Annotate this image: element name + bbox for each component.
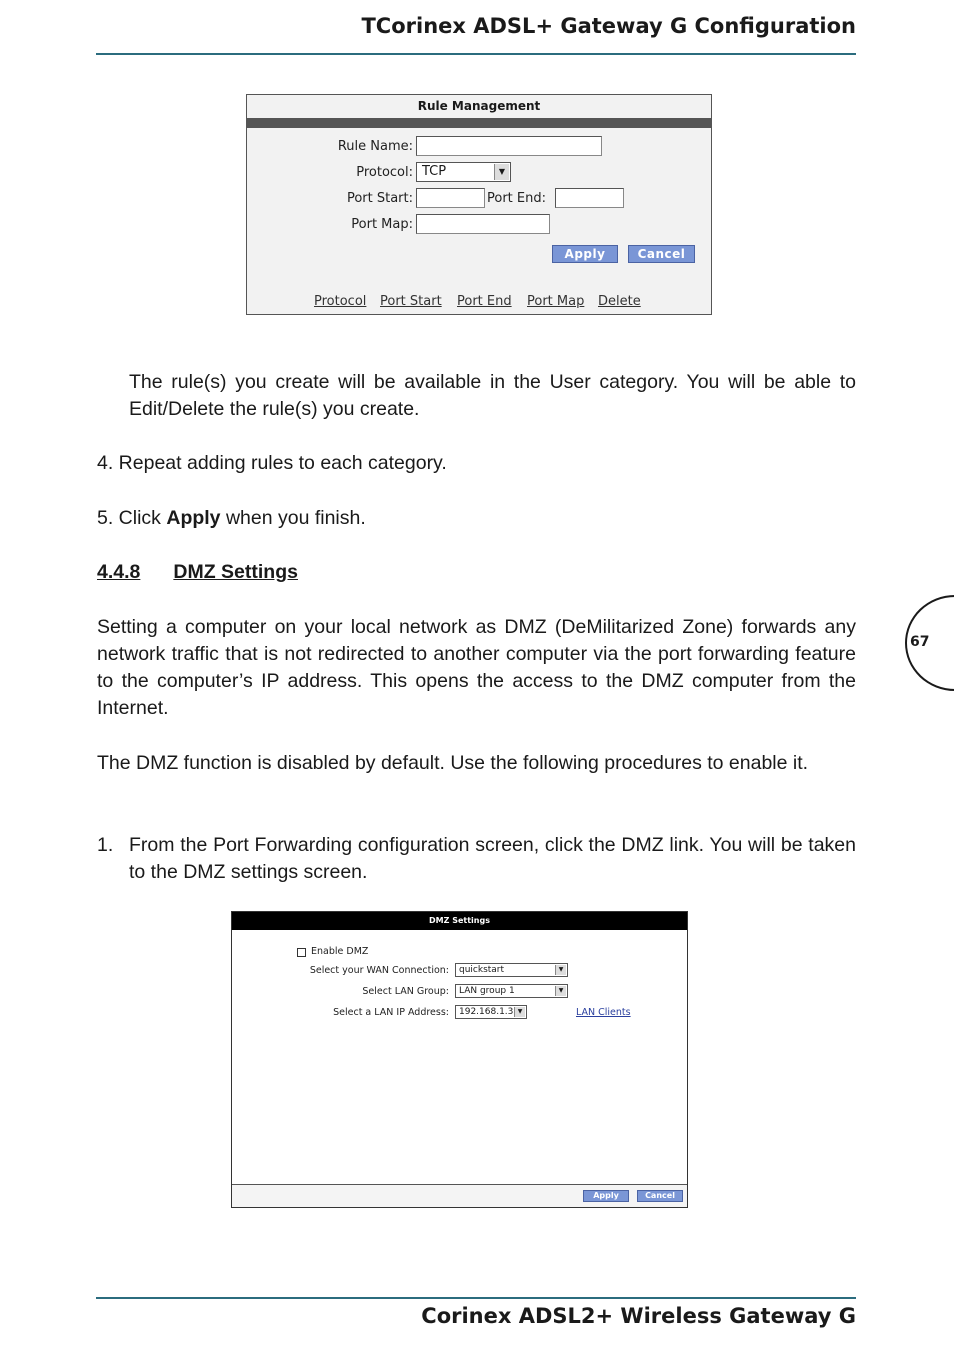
port-end-label: Port End: <box>487 191 546 206</box>
port-map-link[interactable]: Port Map <box>527 294 585 309</box>
paragraph-dmz-description: Setting a computer on your local network as DMZ (DeMilitarized Zone) forwards any network traffic that is not redirected to another computer via the port forwarding feature to the computer’s IP address. This opens the access to the DMZ computer from the Internet. <box>97 616 856 719</box>
lan-group-value: LAN group 1 <box>459 986 515 996</box>
section-title: DMZ Settings <box>173 561 298 583</box>
wan-connection-select[interactable] <box>455 963 568 977</box>
enable-dmz-label: Enable DMZ <box>311 946 369 957</box>
port-map-input[interactable] <box>416 214 550 234</box>
step-5 <box>97 505 857 532</box>
rule-management-title: Rule Management <box>417 99 541 113</box>
apply-button[interactable]: Apply <box>552 245 618 263</box>
lan-group-label: Select LAN Group: <box>362 986 449 997</box>
section-heading <box>97 559 298 586</box>
page-header-title: TCorinex ADSL+ Gateway G Configuration <box>361 14 856 38</box>
dmz-settings-title: DMZ Settings <box>232 912 687 930</box>
enable-dmz-checkbox[interactable] <box>297 948 306 957</box>
lan-ip-select[interactable] <box>455 1005 527 1019</box>
rule-name-input[interactable] <box>416 136 602 156</box>
port-end-input[interactable] <box>555 188 624 208</box>
chevron-down-icon[interactable]: ▼ <box>555 986 566 996</box>
protocol-link[interactable]: Protocol <box>314 294 367 309</box>
wan-connection-value: quickstart <box>459 965 505 975</box>
page-footer-title: Corinex ADSL2+ Wireless Gateway G <box>421 1304 856 1328</box>
port-start-link[interactable]: Port Start <box>380 294 442 309</box>
dmz-cancel-button[interactable]: Cancel <box>637 1190 683 1202</box>
lan-ip-value: 192.168.1.3 <box>459 1007 514 1017</box>
step-5-apply: Apply <box>166 507 221 529</box>
section-number: 4.4.8 <box>97 561 141 583</box>
step-5-prefix: 5. Click <box>97 507 167 529</box>
chevron-down-icon[interactable]: ▼ <box>514 1007 525 1017</box>
footer-divider <box>96 1297 856 1299</box>
delete-link[interactable]: Delete <box>598 294 641 309</box>
rule-management-title-bar <box>247 118 711 128</box>
chevron-down-icon[interactable]: ▼ <box>494 164 509 180</box>
protocol-select[interactable] <box>416 162 511 182</box>
port-start-input[interactable] <box>416 188 485 208</box>
header-divider <box>96 53 856 55</box>
step-4: 4. Repeat adding rules to each category. <box>97 452 447 474</box>
port-map-label: Port Map: <box>351 217 413 232</box>
wan-connection-label: Select your WAN Connection: <box>309 965 449 976</box>
step-5-suffix: when you finish. <box>220 507 366 529</box>
port-start-label: Port Start: <box>346 191 413 206</box>
protocol-select-value: TCP <box>422 164 447 179</box>
rule-name-label: Rule Name: <box>337 139 413 154</box>
rule-management-panel <box>246 94 712 315</box>
cancel-button[interactable]: Cancel <box>628 245 695 263</box>
step-1-number: 1. <box>97 834 114 856</box>
chevron-down-icon[interactable]: ▼ <box>555 965 566 975</box>
port-end-link[interactable]: Port End <box>457 294 512 309</box>
protocol-label: Protocol: <box>356 165 413 180</box>
lan-clients-link[interactable]: LAN Clients <box>576 1007 631 1018</box>
dmz-apply-button[interactable]: Apply <box>583 1190 629 1202</box>
lan-ip-label: Select a LAN IP Address: <box>333 1007 449 1018</box>
step-1-text: From the Port Forwarding configuration screen, click the DMZ link. You will be taken to the DMZ settings screen. <box>129 834 856 883</box>
paragraph-user-category: The rule(s) you create will be available in the User category. You will be able to Edit/Delete the rule(s) you create. <box>129 371 856 420</box>
paragraph-dmz-default: The DMZ function is disabled by default. Use the following procedures to enable it. <box>97 752 809 774</box>
dmz-settings-panel <box>231 911 688 1208</box>
lan-group-select[interactable] <box>455 984 568 998</box>
page-number: 67 <box>910 634 930 650</box>
dmz-footer-bar <box>232 1184 687 1207</box>
